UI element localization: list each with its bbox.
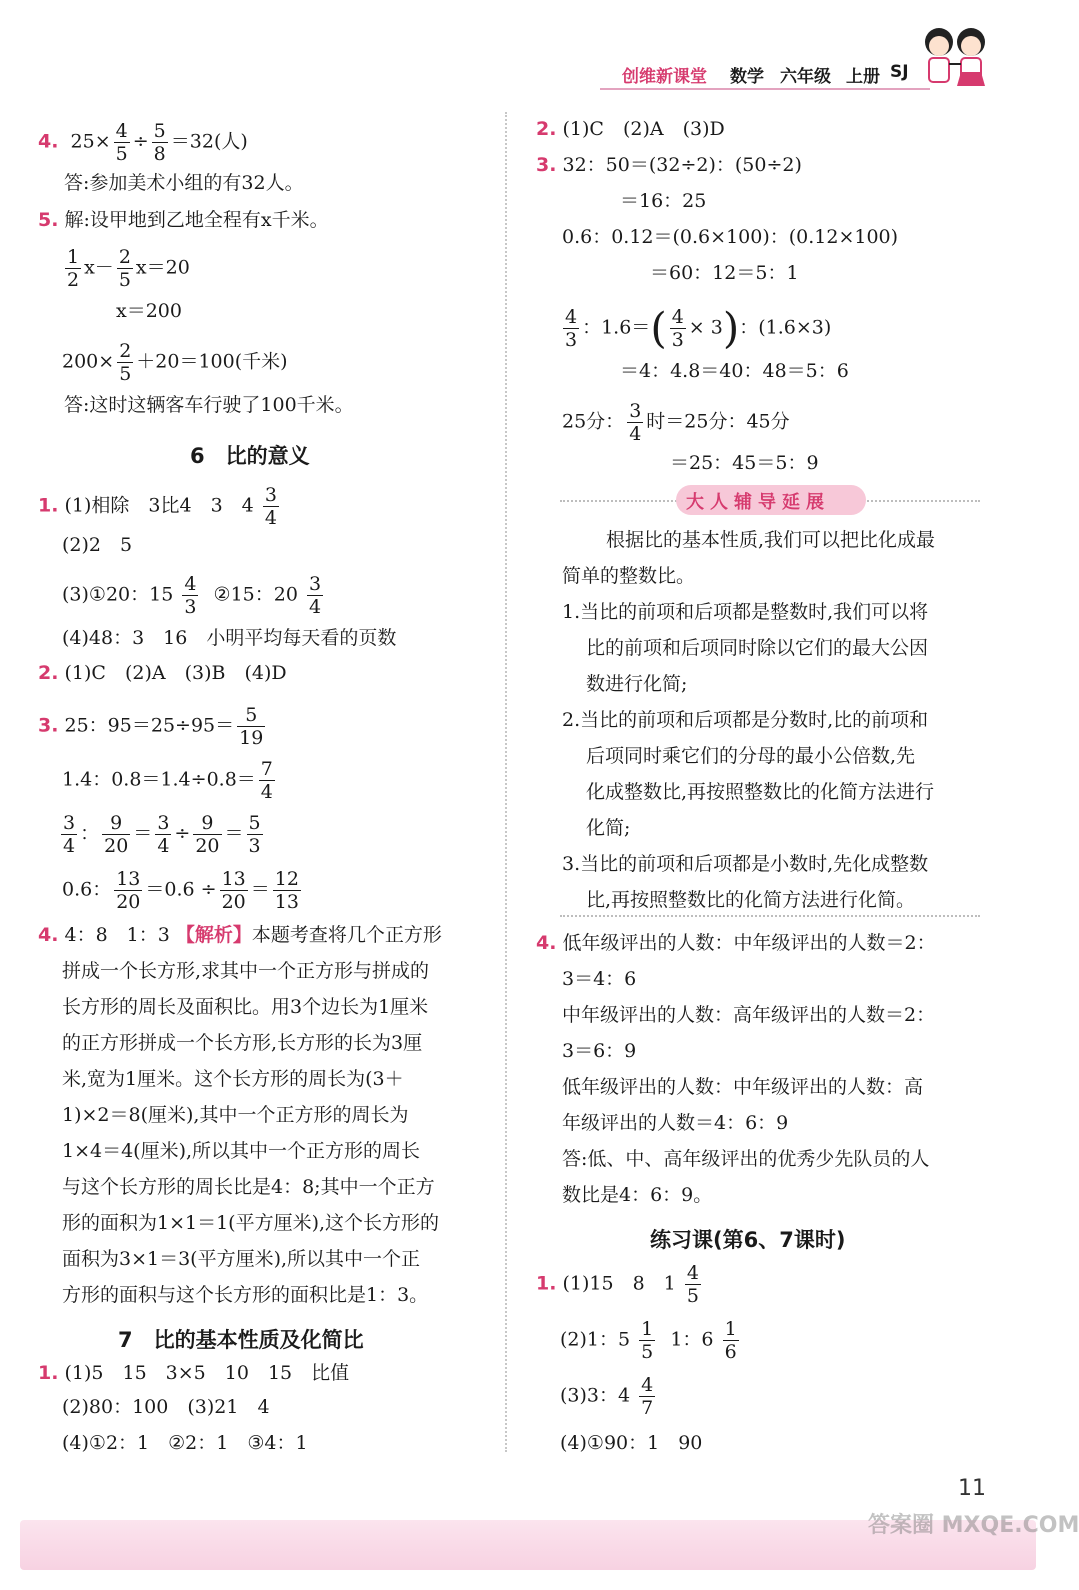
denominator: 3 <box>248 835 261 857</box>
numerator: 3 <box>157 812 170 834</box>
denominator: 20 <box>104 835 129 857</box>
fraction <box>114 120 130 165</box>
numerator: 9 <box>102 812 130 835</box>
ext-line: 简单的整数比。 <box>562 565 696 587</box>
analysis-line: 方形的面积与这个长方形的面积比是1：3。 <box>62 1284 429 1306</box>
practice-title: 练习课(第6、7课时) <box>650 1228 846 1252</box>
analysis-text: 本题考查将几个正方形 <box>251 924 442 946</box>
denominator: 4 <box>260 781 273 803</box>
header-volume: 上册 <box>846 67 880 87</box>
eq-text: x＝20 <box>135 256 190 279</box>
numerator: 1 <box>724 1318 737 1340</box>
eq-text: 0.6： <box>62 878 112 901</box>
numerator: 1 <box>641 1318 654 1340</box>
fraction <box>182 573 198 618</box>
r-q4-line: 中年级评出的人数：高年级评出的人数＝2： <box>562 1004 936 1026</box>
ext-line: 根据比的基本性质,我们可以把比化成最 <box>606 529 936 551</box>
fraction <box>117 340 133 385</box>
watermark: 答案圈 MXQE.COM <box>868 1513 1079 1538</box>
header-subject: 数学 <box>730 67 764 87</box>
analysis-line: 1×4＝4(厘米),所以其中一个正方形的周长 <box>62 1140 421 1162</box>
denominator: 4 <box>308 596 322 618</box>
q5-answer: 答:这时这辆客车行驶了100千米。 <box>64 394 354 416</box>
eq-text: 25× <box>70 130 111 153</box>
ext-line: 化成整数比,再按照整数比的化简方法进行 <box>586 781 935 803</box>
analysis-line: 长方形的周长及面积比。用3个边长为1厘米 <box>62 996 429 1018</box>
eq-text: 时＝25分：45分 <box>646 410 790 433</box>
r-q4-line: 数比是4：6：9。 <box>562 1184 713 1206</box>
sec7-q1-1 <box>38 1360 349 1386</box>
denominator: 7 <box>641 1397 654 1419</box>
ext-line: 3.当比的前项和后项都是小数时,先化成整数 <box>562 853 929 875</box>
section-7-title: 7 比的基本性质及化简比 <box>118 1328 364 1352</box>
question-number: 3. <box>536 154 557 176</box>
eq-text: 25分： <box>562 410 625 433</box>
analysis-line: 拼成一个长方形,求其中一个正方形与拼成的 <box>62 960 430 982</box>
question-number: 3. <box>38 714 59 737</box>
denominator: 5 <box>686 1285 699 1307</box>
denominator: 5 <box>119 363 132 385</box>
question-number: 1. <box>38 494 59 517</box>
q5-eq1 <box>62 246 190 291</box>
denominator: 4 <box>264 507 277 529</box>
denominator: 3 <box>565 329 578 351</box>
denominator: 5 <box>115 143 128 165</box>
r-q3-l1 <box>536 152 802 178</box>
ext-bottom-rule <box>560 915 980 917</box>
denominator: 20 <box>116 891 141 913</box>
eq-text: ＝32(人) <box>170 130 248 153</box>
ext-title: 大人辅导延展 <box>686 492 830 513</box>
answer-text: (3)①20：15 <box>62 583 174 606</box>
question-number: 5. <box>38 209 59 231</box>
r-q3-l2: ＝16：25 <box>620 190 707 212</box>
q4-answer: 答:参加美术小组的有32人。 <box>64 172 304 194</box>
ext-line: 1.当比的前项和后项都是整数时,我们可以将 <box>562 601 929 623</box>
fraction <box>65 246 81 291</box>
r-q3-l4: ＝60：12＝5：1 <box>650 262 799 284</box>
answer-text: (1)C (2)A (3)D <box>562 118 725 140</box>
numerator: 5 <box>237 704 265 727</box>
ext-line: 比,再按照整数比的化简方法进行化简。 <box>586 889 916 911</box>
sec6-q2 <box>38 660 287 686</box>
numerator: 4 <box>671 306 684 328</box>
sec6-q1-4: (4)48：3 16 小明平均每天看的页数 <box>62 627 397 649</box>
section-6-title: 6 比的意义 <box>190 444 310 468</box>
fraction <box>307 573 323 618</box>
numerator: 3 <box>308 573 322 595</box>
answer-text: 4：8 1：3 <box>64 924 170 946</box>
answer-text: 1：6 <box>670 1328 714 1351</box>
denominator: 4 <box>63 835 76 857</box>
fraction <box>723 1318 739 1363</box>
paren: ( <box>650 303 667 353</box>
fraction <box>639 1318 655 1363</box>
eq-text: 200× <box>62 350 115 373</box>
page-number: 11 <box>958 1476 986 1501</box>
answer-text: (1)C (2)A (3)B (4)D <box>64 662 287 684</box>
r-q4-line: 答:低、中、高年级评出的优秀少先队员的人 <box>562 1148 930 1170</box>
fraction <box>193 812 221 857</box>
r-q4-line: 年级评出的人数＝4：6：9 <box>562 1112 789 1134</box>
ext-line: 数进行化简; <box>586 673 688 695</box>
numerator: 4 <box>641 1374 654 1396</box>
header-rule <box>600 88 930 90</box>
denominator: 4 <box>157 835 170 857</box>
sec6-q4-head <box>38 922 442 948</box>
eq-text: ：1.6＝ <box>582 316 651 339</box>
practice-q1-3 <box>560 1374 658 1419</box>
numerator: 7 <box>260 758 273 780</box>
fraction <box>155 812 171 857</box>
q5-eq2: x＝200 <box>116 300 182 322</box>
numerator: 2 <box>119 340 132 362</box>
fraction <box>670 306 686 351</box>
answer-text: (1)相除 3比4 3 4 <box>64 494 254 517</box>
r-q3-l7 <box>562 400 790 445</box>
r-q4-l1 <box>536 930 936 956</box>
fraction <box>114 868 142 913</box>
denominator: 6 <box>724 1341 737 1363</box>
question-number: 4. <box>38 924 59 946</box>
numerator: 4 <box>686 1262 699 1284</box>
analysis-line: 的正方形拼成一个长方形,长方形的长为3厘 <box>62 1032 423 1054</box>
question-number: 4. <box>38 130 59 153</box>
sec6-q1-2: (2)2 5 <box>62 534 133 556</box>
numerator: 1 <box>67 246 80 268</box>
sec7-q1-4: (4)①2：1 ②2：1 ③4：1 <box>62 1432 308 1454</box>
question-number: 2. <box>536 118 557 140</box>
numerator: 3 <box>264 484 277 506</box>
eq-text: × 3 <box>688 316 723 339</box>
sec6-q1-3 <box>62 573 326 618</box>
fraction <box>627 400 643 445</box>
denominator: 3 <box>671 329 684 351</box>
header-edition: SJ <box>890 62 909 82</box>
answer-text: ②15：20 <box>213 583 298 606</box>
question-number: 1. <box>38 1362 59 1384</box>
numerator: 2 <box>118 246 131 268</box>
analysis-line: 米,宽为1厘米。这个长方形的周长为(3＋ <box>62 1068 404 1090</box>
denominator: 3 <box>184 596 197 618</box>
numerator: 12 <box>274 868 299 890</box>
answer-text: 低年级评出的人数：中年级评出的人数＝2： <box>562 932 936 954</box>
fraction <box>273 868 301 913</box>
ext-line: 比的前项和后项同时除以它们的最大公因 <box>586 637 929 659</box>
denominator: 19 <box>239 727 264 749</box>
fraction <box>61 812 77 857</box>
sec7-q1-2: (2)80：100 (3)21 4 <box>62 1396 270 1418</box>
header-grade: 六年级 <box>780 67 831 87</box>
denominator: 5 <box>641 1341 654 1363</box>
denominator: 20 <box>221 891 246 913</box>
numerator: 5 <box>153 120 166 142</box>
eq-text: ＝0.6 ÷ <box>145 878 217 901</box>
kids-mascot-icon <box>915 14 995 100</box>
analysis-line: 形的面积为1×1＝1(平方厘米),这个长方形的 <box>62 1212 440 1234</box>
numerator: 13 <box>116 868 141 890</box>
numerator: 3 <box>629 400 642 422</box>
r-q4-line: 3＝4：6 <box>562 968 637 990</box>
paren: ) <box>722 303 740 353</box>
eq-text: 1.4：0.8＝1.4÷0.8＝ <box>62 768 256 791</box>
denominator: 2 <box>67 269 80 291</box>
analysis-line: 1)×2＝8(厘米),其中一个正方形的周长为 <box>62 1104 409 1126</box>
ext-line: 后项同时乘它们的分母的最小公倍数,先 <box>586 745 916 767</box>
eq-text: ＋20＝100(千米) <box>136 350 288 373</box>
numerator: 4 <box>115 120 128 142</box>
eq-text: ÷ <box>132 130 149 153</box>
eq-text: 32：50＝(32÷2)：(50÷2) <box>562 154 802 176</box>
fraction <box>152 120 168 165</box>
sec6-q3-l2 <box>62 758 278 803</box>
answer-text: (3)3：4 <box>560 1384 631 1407</box>
fraction <box>259 758 275 803</box>
q4-equation <box>38 120 248 165</box>
answer-text: (1)5 15 3×5 10 15 比值 <box>64 1362 350 1384</box>
header-series: 创维新课堂 <box>622 67 707 87</box>
r-q3-l5 <box>560 303 832 353</box>
numerator: 5 <box>248 812 261 834</box>
sec6-q3-l3: $\frac{3}{4}$ ： $\frac{9}{20}$ ＝ $\frac{3}{4}$ ÷ $\frac{9}{20}$ ＝ $\frac{5}{3}$ <box>63 812 261 857</box>
denominator: 4 <box>629 423 642 445</box>
practice-q1-4: (4)①90：1 90 <box>560 1432 703 1454</box>
numerator: 9 <box>193 812 221 835</box>
fraction <box>237 704 265 749</box>
fraction <box>102 812 130 857</box>
r-q3-l6: ＝4：4.8＝40：48＝5：6 <box>620 360 849 382</box>
q5-intro <box>38 207 329 233</box>
analysis-line: 面积为3×1＝3(平方厘米),所以其中一个正 <box>62 1248 421 1270</box>
r-q2 <box>536 116 725 142</box>
fraction <box>685 1262 701 1307</box>
eq-text: x－ <box>84 256 114 279</box>
denominator: 5 <box>118 269 131 291</box>
fraction <box>263 484 279 529</box>
numerator: 4 <box>184 573 197 595</box>
practice-q1-1 <box>536 1262 704 1307</box>
question-number: 2. <box>38 662 59 684</box>
analysis-line: 与这个长方形的周长比是4：8;其中一个正方 <box>62 1176 435 1198</box>
numerator: 13 <box>221 868 246 890</box>
denominator: 13 <box>274 891 299 913</box>
numerator: 4 <box>565 306 578 328</box>
r-q4-line: 3＝6：9 <box>562 1040 637 1062</box>
sec6-q3-l4: 0.6： $\frac{13}{20}$ ＝0.6 ÷ $\frac{13}{20}$ ＝ $\frac{12}{13}$ <box>62 868 299 913</box>
eq-text: 25：95＝25÷95＝ <box>64 714 235 737</box>
question-number: 4. <box>536 932 557 954</box>
analysis-tag: 【解析】 <box>175 924 252 946</box>
answer-text: (1)15 8 1 <box>562 1272 676 1295</box>
practice-q1-2 <box>560 1318 742 1363</box>
column-divider <box>505 112 507 1452</box>
r-q4-line: 低年级评出的人数：中年级评出的人数：高 <box>562 1076 924 1098</box>
q5-eq3 <box>62 340 288 385</box>
ext-line: 化简; <box>586 817 631 839</box>
answer-text: (2)1：5 <box>560 1328 631 1351</box>
fraction <box>117 246 133 291</box>
denominator: 8 <box>153 143 166 165</box>
question-number: 1. <box>536 1272 557 1295</box>
fraction <box>247 812 263 857</box>
fraction <box>220 868 248 913</box>
r-q3-l8: ＝25：45＝5：9 <box>670 452 819 474</box>
fraction <box>563 306 579 351</box>
denominator: 20 <box>195 835 220 857</box>
sec6-q3-l1 <box>38 704 268 749</box>
q5-intro-text: 解:设甲地到乙地全程有x千米。 <box>64 209 329 231</box>
fraction <box>639 1374 655 1419</box>
numerator: 3 <box>63 812 76 834</box>
sec6-q1-1 <box>38 484 282 529</box>
r-q3-l3: 0.6：0.12＝(0.6×100)：(0.12×100) <box>562 226 899 248</box>
ext-line: 2.当比的前项和后项都是分数时,比的前项和 <box>562 709 929 731</box>
eq-text: ：(1.6×3) <box>739 316 832 339</box>
